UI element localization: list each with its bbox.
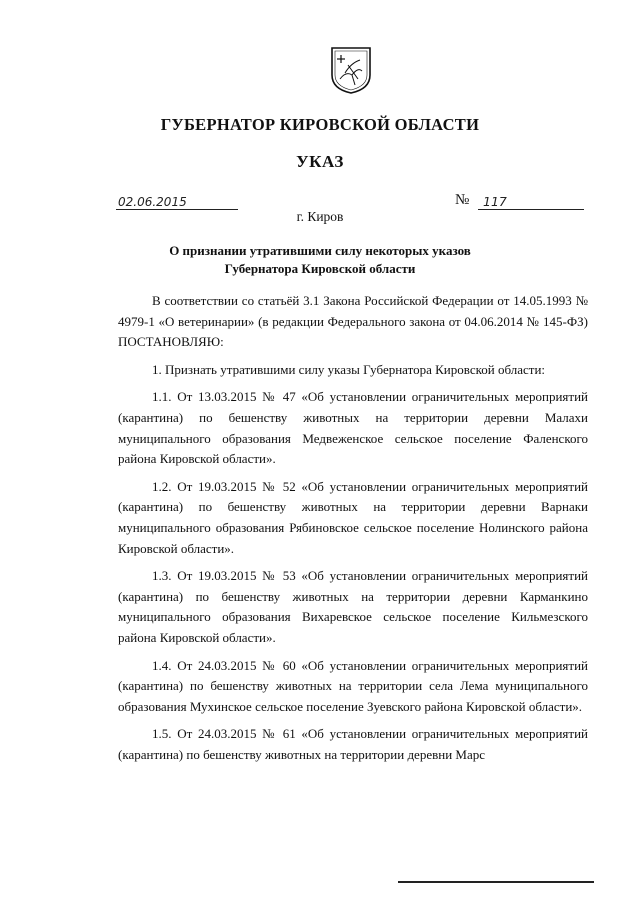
- clause-item: 1.3. От 19.03.2015 № 53 «Об установлении ограничительных мероприятий (карантина) по бешенству животных на территории деревни Карманкино муниципального образования Вихаревское сельское поселение Кильмезского района Кировской области».: [118, 568, 588, 645]
- clause-item: 1.1. От 13.03.2015 № 47 «Об установлении ограничительных мероприятий (карантина) по бешенству животных на территории деревни Малахи муниципального образования Медвеженское сельское поселение Фаленского района Кировской области».: [118, 389, 588, 467]
- preamble-paragraph: В соответствии со статьёй 3.1 Закона Российской Федерации от 14.05.1993 № 4979-1 «О ветеринарии» (в редакции Федерального закона от 04.06.2014 № 145-ФЗ) ПОСТАНОВЛЯЮ:: [118, 293, 588, 350]
- clause-item: 1.5. От 24.03.2015 № 61 «Об установлении ограничительных мероприятий (карантина) по бешенству животных на территории деревни Марс: [118, 726, 588, 762]
- city-label: г. Киров: [296, 209, 344, 224]
- page-footer-rule: [398, 881, 594, 883]
- authority-heading: ГУБЕРНАТОР КИРОВСКОЙ ОБЛАСТИ: [160, 115, 480, 134]
- date-value: 02.06.2015: [118, 195, 187, 209]
- document-body: [118, 291, 588, 765]
- title-line-1: О признании утратившими силу некоторых указов: [169, 243, 471, 258]
- number-value: 117: [483, 194, 507, 209]
- number-field: [478, 193, 584, 210]
- document-title: [150, 242, 490, 278]
- date-field: [116, 193, 238, 210]
- clause-1: 1. Признать утратившими силу указы Губернатора Кировской области:: [152, 361, 546, 377]
- clause-item: 1.4. От 24.03.2015 № 60 «Об установлении ограничительных мероприятий (карантина) по бешенству животных на территории села Лема муниципального образования Мухинское сельское поселение Зуевского района Кировской области».: [118, 657, 588, 714]
- title-line-2: Губернатора Кировской области: [224, 261, 416, 276]
- coat-of-arms-emblem: [328, 45, 374, 95]
- clause-item: 1.2. От 19.03.2015 № 52 «Об установлении ограничительных мероприятий (карантина) по бешенству животных на территории деревни Варнаки муниципального образования Рябиновское сельское поселение Нолинского района Кировской области».: [118, 478, 588, 556]
- document-type-heading: УКАЗ: [296, 152, 344, 171]
- number-sign: №: [455, 192, 470, 208]
